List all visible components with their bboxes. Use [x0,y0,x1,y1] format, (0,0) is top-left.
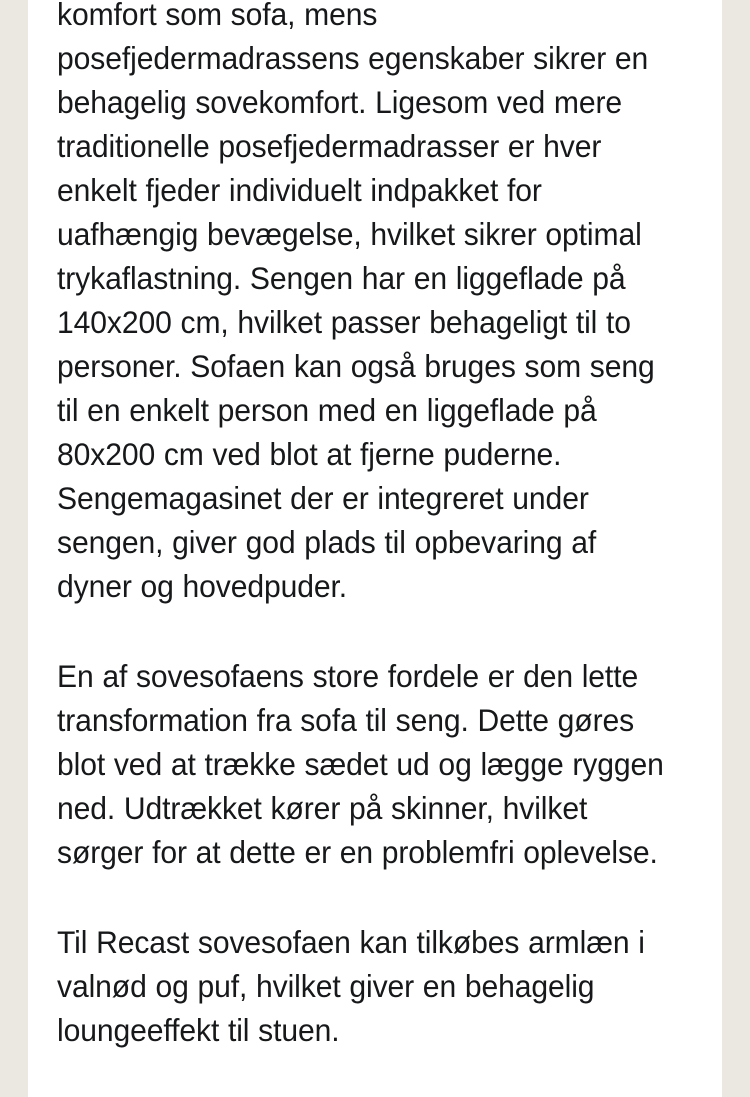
page-gutter-left [0,0,28,1097]
page-gutter-right [722,0,750,1097]
content-card [28,0,722,1097]
product-description-paragraph: komfort som sofa, mens posefjedermadrassens egenskaber sikrer en behagelig sovekomfort. Ligesom ved mere traditionelle posefjedermadrasser er hver enkelt fjeder individuelt indpakket for uafhængig bevægelse, hvilket sikrer optimal trykaflastning. Sengen har en liggeflade på 140x200 cm, hvilket passer behageligt til to personer. Sofaen kan også bruges som seng til en enkelt person med en liggeflade på 80x200 cm ved blot at fjerne puderne. Sengemagasinet der er integreret under sengen, giver god plads til opbevaring af dyner og hovedpuder. [57,0,655,604]
article-body [57,0,697,1052]
product-description-paragraph: En af sovesofaens store fordele er den lette transformation fra sofa til seng. Dette gøres blot ved at trække sædet ud og lægge ryggen ned. Udtrækket kører på skinner, hvilket sørger for at dette er en problemfri oplevelse. [57,658,664,870]
product-description-paragraph: Til Recast sovesofaen kan tilkøbes armlæn i valnød og puf, hvilket giver en behagelig loungeeffekt til stuen. [57,924,645,1048]
